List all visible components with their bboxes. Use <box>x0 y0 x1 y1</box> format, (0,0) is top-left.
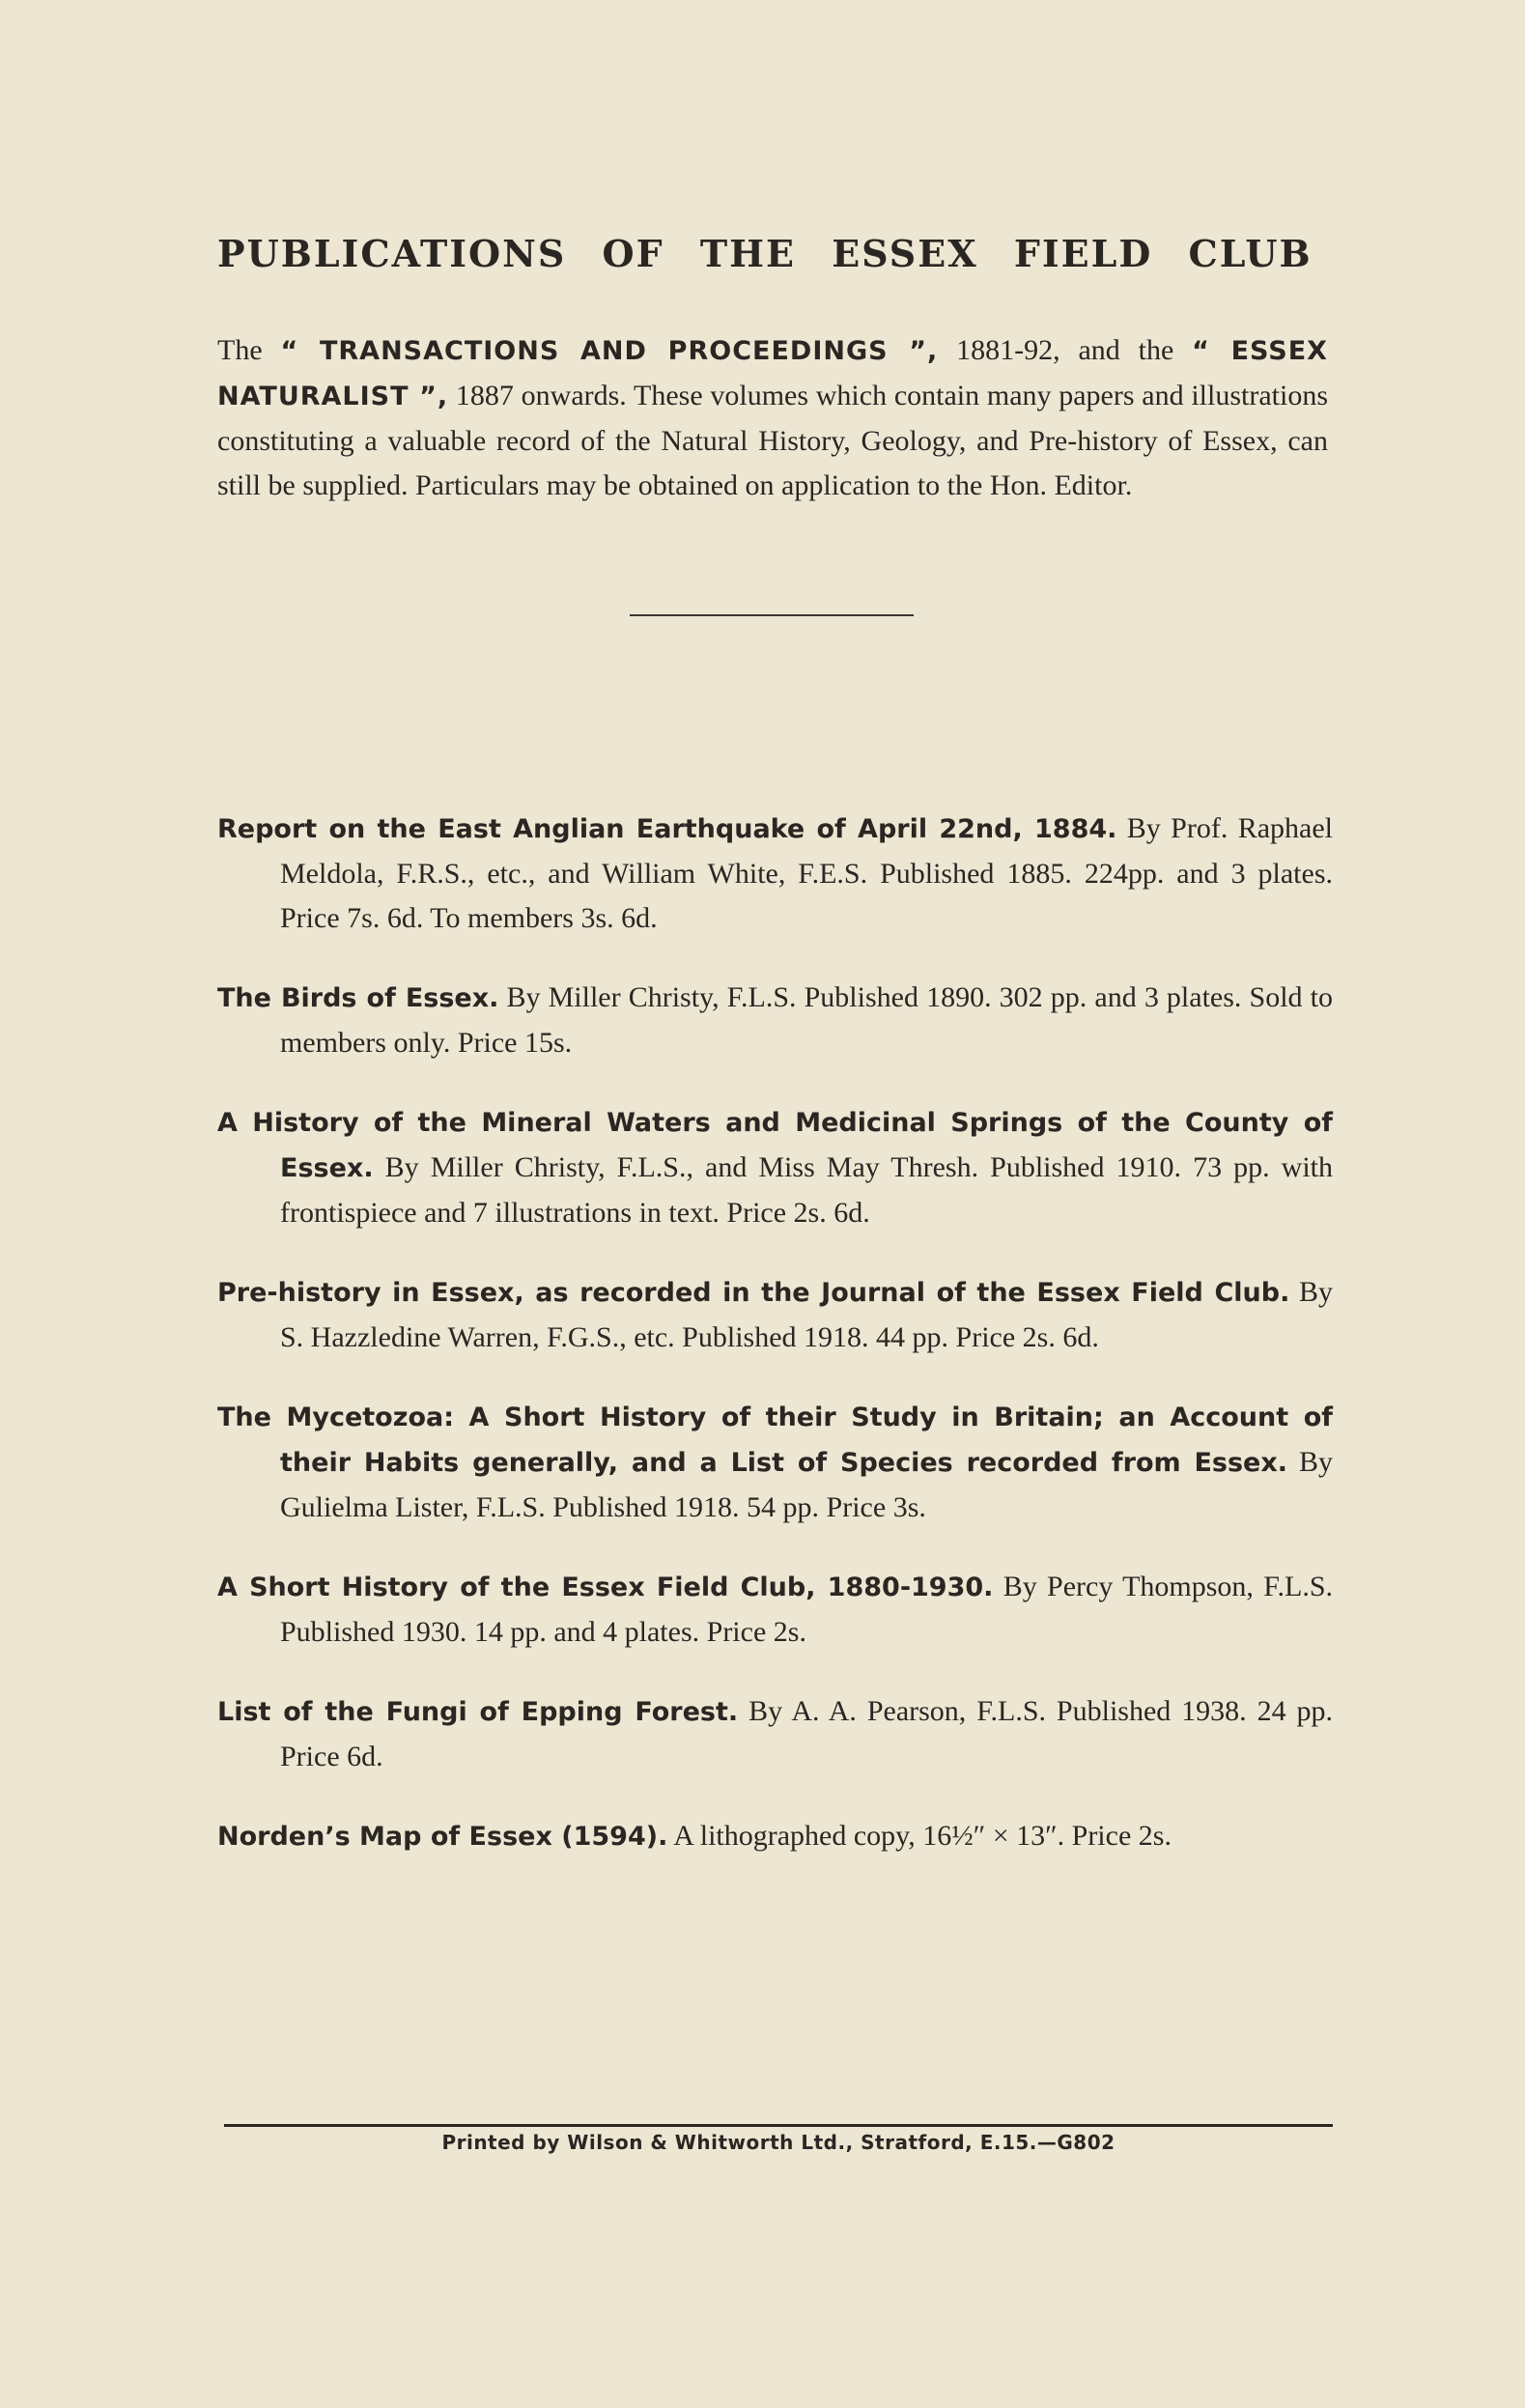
section-divider <box>630 614 914 616</box>
publication-details: By Prof. Raphael Meldola, F.R.S., etc., and William White, F.E.S. Published 1885. 224pp. and 3 plates. Price 7s. 6d. To members 3s. 6d. <box>280 812 1333 934</box>
publication-title: A Short History of the Essex Field Club, 1880-1930. <box>217 1572 994 1602</box>
intro-text-2: 1881-92, and the <box>938 334 1193 366</box>
publication-details: By Percy Thompson, F.L.S. Published 1930. 14 pp. and 4 plates. Price 2s. <box>280 1571 1334 1648</box>
publication-title: Norden’s Map of Essex (1594). <box>217 1822 668 1852</box>
publication-entry <box>217 1100 1333 1235</box>
publication-details: By Gulielma Lister, F.L.S. Published 1918. 54 pp. Price 3s. <box>280 1446 1334 1523</box>
publication-title: Report on the East Anglian Earthquake of April 22nd, 1884. <box>217 814 1117 844</box>
publication-details: By A. A. Pearson, F.L.S. Published 1938. 24 pp. Price 6d. <box>280 1695 1334 1772</box>
publication-title: A History of the Mineral Waters and Medicinal Springs of the County of Essex. <box>217 1108 1333 1183</box>
intro-bold-transactions: “ TRANSACTIONS AND PROCEEDINGS ”, <box>280 336 939 366</box>
publication-entry <box>217 976 1333 1065</box>
publication-entry <box>217 1395 1333 1530</box>
publication-details: By Miller Christy, F.L.S., and Miss May Thresh. Published 1910. 73 pp. with frontispiece and 7 illustrations in text. Price 2s. 6d. <box>280 1151 1334 1229</box>
page-heading: PUBLICATIONS OF THE ESSEX FIELD CLUB <box>217 232 1313 275</box>
publication-title: List of the Fungi of Epping Forest. <box>217 1697 739 1727</box>
publication-details: By Miller Christy, F.L.S. Published 1890. 302 pp. and 3 plates. Sold to members only. Price 15s. <box>280 981 1333 1059</box>
publication-title: Pre-history in Essex, as recorded in the Journal of the Essex Field Club. <box>217 1278 1290 1308</box>
publication-entry <box>217 1270 1333 1360</box>
printer-imprint: Printed by Wilson & Whitworth Ltd., Stratford, E.15.—G802 <box>441 2131 1116 2154</box>
intro-text-3: 1887 onwards. These volumes which contain many papers and illustrations constituting a valuable record of the Natural History, Geology, and Pre-history of Essex, can still be supplied. Particulars may be obtained on application to the Hon. Editor. <box>217 380 1328 501</box>
intro-paragraph <box>217 328 1328 508</box>
publication-details: By S. Hazzledine Warren, F.G.S., etc. Published 1918. 44 pp. Price 2s. 6d. <box>280 1276 1334 1353</box>
footer-rule <box>224 2124 1333 2127</box>
publication-entry <box>217 1689 1333 1779</box>
publication-details: A lithographed copy, 16½″ × 13″. Price 2s. <box>673 1820 1172 1852</box>
intro-bold-naturalist: “ ESSEX NATURALIST ”, <box>217 336 1328 411</box>
publication-title: The Birds of Essex. <box>217 983 499 1013</box>
publication-entry <box>217 807 1333 941</box>
publication-entry <box>217 1814 1333 1859</box>
intro-text-1: The <box>217 334 281 366</box>
publication-entry <box>217 1565 1333 1655</box>
publication-title: The Mycetozoa: A Short History of their Study in Britain; an Account of their Habits generally, and a List of Species recorded from Essex. <box>217 1402 1333 1478</box>
publication-list <box>217 807 1333 1894</box>
